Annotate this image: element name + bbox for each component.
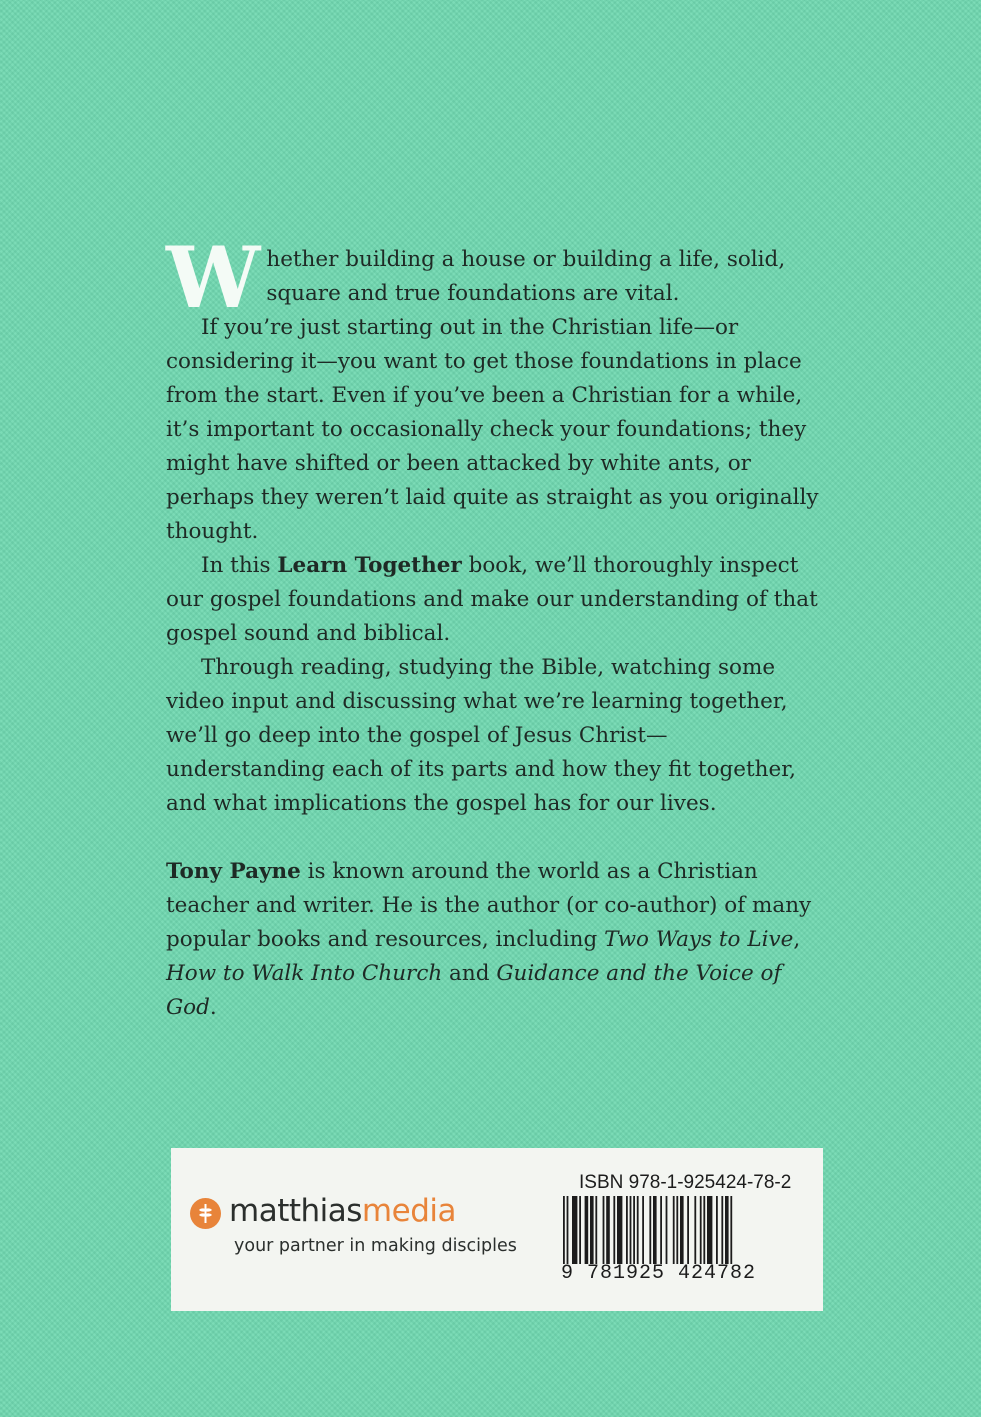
barcode-bar [653, 1196, 657, 1264]
leaf-icon [190, 1198, 221, 1229]
separator-2: and [442, 961, 497, 986]
barcode-bar [595, 1196, 597, 1264]
barcode-bar [572, 1196, 577, 1264]
author-bio-paragraph [166, 855, 826, 1025]
barcode-bar [603, 1196, 605, 1264]
book-title-1: Two Ways to Live [604, 927, 794, 952]
barcode-bar [694, 1196, 696, 1264]
barcode-bar [563, 1196, 565, 1264]
barcode-bar [716, 1196, 718, 1264]
barcode-bar [590, 1196, 594, 1264]
barcode-bar [687, 1196, 689, 1264]
publisher-barcode-panel [171, 1148, 823, 1311]
barcode-bar [579, 1196, 581, 1264]
blurb-paragraph-3-rest: book, we’ll thoroughly inspect our gospel foundations and make our understanding of that gospel sound and biblical. [166, 553, 818, 646]
barcode-bar [606, 1196, 610, 1264]
drop-cap: W [166, 228, 261, 327]
barcode-bar [666, 1196, 668, 1264]
barcode-bar [660, 1196, 662, 1264]
blurb-paragraph-3 [166, 549, 826, 651]
barcode-bar [617, 1196, 622, 1264]
barcode-bar [649, 1196, 651, 1264]
barcode-bar [613, 1196, 615, 1264]
blurb-paragraph-3-lead: In this [201, 553, 278, 578]
series-name: Learn Together [277, 553, 462, 578]
barcode-bar [642, 1196, 644, 1264]
barcode-bar [700, 1196, 702, 1264]
barcode-bar [630, 1196, 632, 1264]
publisher-tagline: your partner in making disciples [234, 1236, 517, 1256]
barcode-bars [561, 1196, 806, 1264]
bio-end: . [209, 995, 217, 1020]
barcode-bar [567, 1196, 569, 1264]
barcode-bar [676, 1196, 678, 1264]
back-cover-blurb [166, 228, 826, 821]
barcode-bar [626, 1196, 628, 1264]
barcode-bar [637, 1196, 639, 1264]
barcode-bar [707, 1196, 712, 1264]
blurb-paragraph-2: If you’re just starting out in the Christian life—or considering it—you want to get those foundations in place from the start. Even if you’ve been a Christian for a while, it’s important to occasionally check your foundations; they might have shifted or been attacked by white ants, or perhaps they weren’t laid quite as straight as you originally thought. [166, 315, 819, 544]
isbn-label: ISBN 978-1-925424-78-2 [579, 1172, 792, 1193]
author-bio-text: is known around the world as a Christian teacher and writer. He is the author (or co-author) of many popular books and resources, including [166, 859, 812, 952]
barcode-digits: 9 781925 424782 [561, 1262, 757, 1285]
barcode-bar [703, 1196, 705, 1264]
blurb-paragraph-1-text: hether building a house or building a life, solid, square and true foundations are vital. [266, 247, 786, 306]
barcode-bar [673, 1196, 675, 1264]
publisher-name [229, 1192, 456, 1230]
book-title-2: How to Walk Into Church [166, 961, 443, 986]
barcode-bar [730, 1196, 732, 1264]
barcode [561, 1196, 806, 1288]
barcode-bar [585, 1196, 589, 1264]
blurb-paragraph-1 [166, 228, 826, 327]
barcode-bar [721, 1196, 723, 1264]
barcode-bar [680, 1196, 684, 1264]
publisher-name-part-2: media [361, 1193, 456, 1229]
separator-1: , [793, 927, 801, 952]
author-name: Tony Payne [166, 859, 301, 884]
publisher-name-part-1: matthias [229, 1193, 362, 1229]
blurb-paragraph-4: Through reading, studying the Bible, watching some video input and discussing what we’re learning together, we’ll go deep into the gospel of Jesus Christ—understanding each of its parts and how they fit together, and what implications the gospel has for our lives. [166, 655, 796, 816]
barcode-bar [725, 1196, 729, 1264]
barcode-bar [633, 1196, 635, 1264]
author-bio [166, 855, 826, 1025]
book-title-3: Guidance and the Voice of God [166, 961, 782, 1020]
